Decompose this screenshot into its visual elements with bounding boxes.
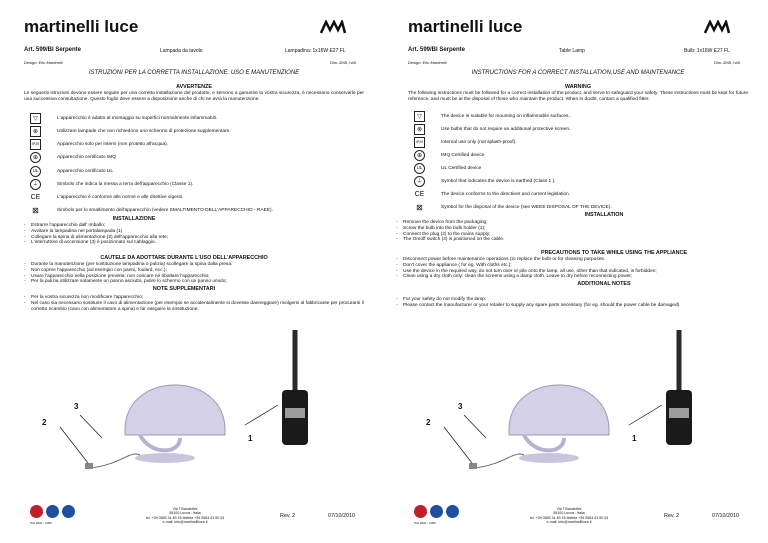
- power-cable-shape: [90, 454, 140, 468]
- list-item: - Per la vostra sicurezza non modificare l'apparecchio;: [24, 295, 364, 301]
- revision: Rev. 2: [664, 513, 680, 519]
- list-item: - Avvitare la lampadina nel portalampada (1): [24, 229, 364, 235]
- article-code: Art. 599/Bl Serpente: [408, 47, 466, 53]
- revision: Rev. 2: [280, 513, 296, 519]
- lamp-shade-shape: [509, 385, 609, 435]
- warning-text: Le seguenti istruzioni devono essere seguite per una corretta installazione del prodotto, e servono a garantire la vostra sicurezza, è necessario conservarle per una successiva consultazione. Questo foglio deve essere a disposizione anche di chi ne avrà la manutenzione.: [24, 91, 364, 102]
- legend-row: ⏚ Simbolo che indica la messa a terra dell'apparecchio (Classe 1).: [30, 179, 193, 190]
- leader-line: [60, 427, 88, 463]
- dimensions: Dim.-Ø45, h45: [330, 60, 357, 65]
- list-item: - Use the device in the required way, do not turn over or pile onto the lamp, all use, other than that indicated, is forbidden;: [396, 269, 748, 275]
- dimensions: Dim.-Ø45, h45: [714, 60, 741, 65]
- iqnet-badge-icon: [446, 505, 459, 518]
- legend-row: ⊕ IMQ Certified device: [414, 150, 484, 161]
- ip20-icon: IP20: [414, 137, 425, 148]
- legend-row: ▽ L'apparecchio è adatto al montaggio su superfici normalmente infiammabili.: [30, 113, 217, 124]
- notes-heading: ADDITIONAL NOTES: [577, 281, 631, 287]
- bulb-spec: Bulb: 1x16W E27 FL: [684, 48, 730, 54]
- callout-3: 3: [74, 402, 79, 411]
- list-item: - Nel caso sia necessario sostituire il cavo di alimentazione (per esempio se accidentalmente si dovesse danneggiare) rivolgersi al fabbricante per procurarsi il corretto ricambio (cavo con alimentatore a spina) e far eseguire la sostituzione.: [24, 301, 364, 313]
- earth-ground-icon: ⏚: [30, 179, 41, 190]
- warning-heading: WARNING: [564, 84, 592, 90]
- designer: Design: Elio Martinelli: [24, 60, 63, 65]
- callout-1: 1: [632, 434, 637, 443]
- legend-row: ⏚ Symbol that indicates the device is earthed (Class 1 ).: [414, 176, 555, 187]
- lamp-illustration: [414, 330, 744, 480]
- iqnet-badge-icon: [62, 505, 75, 518]
- revision-date: 07/10/2010: [712, 513, 739, 519]
- csq-badge-icon: [430, 505, 443, 518]
- ce-mark-icon: CE: [414, 191, 425, 198]
- legend-row: IP20 Internal use only (not splash-proof).: [414, 137, 516, 148]
- iso-note: ISO 9001 : 2000: [414, 521, 436, 525]
- lamp-base-curve: [140, 435, 180, 450]
- weee-bin-icon: ⊠: [416, 202, 423, 212]
- ip20-icon: IP20: [30, 139, 41, 150]
- iso-note: ISO 9001 : 2000: [30, 521, 52, 525]
- notes-list: [24, 295, 364, 312]
- page-title: ISTRUZIONI PER LA CORRETTA INSTALLAZIONE, USO E MANUTENZIONE: [88, 70, 300, 76]
- caution-list: [24, 262, 364, 285]
- company-address: Via T.Bandettini 55100 Lucca - Italia tel. +39 0583 41 83 15 telefax +39 0583 41 90 03 e-mail: info@martinelliluce.it: [145, 507, 225, 525]
- legend-row: ▽ The device is suitable for mounting on inflammable surfaces..: [414, 111, 571, 122]
- list-item: - The On/off switch (3) is positioned on the cable.: [396, 237, 746, 243]
- notes-heading: NOTE SUPPLEMENTARI: [152, 286, 216, 292]
- list-item: - For your safety do not modify the lamp;: [396, 297, 696, 303]
- brand-logo-text: martinelli luce: [408, 17, 523, 36]
- brand-logo-text: martinelli luce: [24, 17, 139, 36]
- weee-bin-icon: ⊠: [32, 205, 39, 215]
- cert-badge-icon: [414, 505, 427, 518]
- company-address: Via T.Bandettini 55100 Lucca - Italia tel. +39 0583 41 83 15 telefax +39 0583 41 90 03 e-mail: info@martinelliluce.it: [529, 507, 609, 525]
- legend-row: ⊗ Use bulbs that do not require an additional protective screen.: [414, 124, 570, 135]
- legend-row: CE L'apparecchio è conforme alle norme e alle direttive vigenti.: [30, 194, 184, 201]
- ce-mark-icon: CE: [30, 194, 41, 201]
- list-item: - Usare l'apparecchio nella posizione prevista: non coricare né ribaltare l'apparecchio;: [24, 274, 364, 280]
- product-name: Lampada da tavolo: [160, 48, 203, 54]
- callout-2: 2: [426, 418, 431, 427]
- plug-shape: [469, 463, 477, 469]
- leader-line: [245, 405, 278, 425]
- revision-date: 07/10/2010: [328, 513, 355, 519]
- install-list: [396, 220, 746, 243]
- leader-line: [629, 405, 662, 425]
- martinelli-logo-icon: [704, 20, 730, 34]
- ul-icon: UL: [30, 166, 41, 177]
- designer: Design: Elio Martinelli: [408, 60, 447, 65]
- martinelli-logo-icon: [320, 20, 346, 34]
- lamp-base-shape: [135, 453, 195, 463]
- install-heading: INSTALLATION: [584, 212, 624, 218]
- legend-row: ⊗ Utilizzare lampade che non richiedono uno schermo di protezione supplementare.: [30, 126, 231, 137]
- caution-list: [396, 257, 748, 280]
- caution-heading: PRECAUTIONS TO TAKE WHILE USING THE APPLIANCE: [540, 250, 688, 256]
- flammable-surface-icon: ▽: [414, 111, 425, 122]
- ul-icon: UL: [414, 163, 425, 174]
- leader-line: [464, 415, 486, 438]
- bulb-band-shape: [669, 408, 689, 418]
- english-instruction-sheet: [384, 0, 768, 543]
- notes-list: [396, 297, 696, 309]
- list-item: - Durante la manutenzione (per sostituzione lampadina o pulizia) scollegare la spina dalla presa.: [24, 262, 364, 268]
- product-name: Table Lamp: [559, 48, 585, 54]
- list-item: - Estrarre l'apparecchio dall' imballo;: [24, 223, 364, 229]
- list-item: - Screw the bulb into the bulb holder (1);: [396, 226, 746, 232]
- leader-line: [80, 415, 102, 438]
- legend-row: ⊠ Simbolo per lo smaltimento dell'apparecchio (vedere SMALTIMENTO DELL'APPARECCHIO - RAEE).: [30, 205, 273, 216]
- list-item: - Disconnect power before maintenance operations (to replace the bulb or for cleaning purposes.: [396, 257, 748, 263]
- list-item: - Non coprire l'apparecchio (ad esempio con panni, foulard, ecc.);: [24, 268, 364, 274]
- list-item: - Please contact the manufacturer or your retailer to supply any spare parts necessary (for eg. should the power cable be damaged).: [396, 303, 696, 309]
- article-code: Art. 599/Bl Serpente: [24, 47, 82, 53]
- legend-row: ⊠ Symbol for the disposal of the device (see WEEE DISPOSAL OF THE DEVICE).: [414, 202, 612, 213]
- certification-badges: [414, 505, 459, 518]
- warning-text: The following instructions must be followed for a correct installation of the product, and serve to safeguard your safety. These instructions must be kept for future reference, and must be at the disposal of those who maintain the product. When in doubt, contact a qualified fitter.: [408, 91, 748, 102]
- plug-shape: [85, 463, 93, 469]
- caution-heading: CAUTELE DA ADOTTARE DURANTE L'USO DELL'APPARECCHIO: [100, 255, 268, 261]
- legend-row: UL UL Certified device: [414, 163, 481, 174]
- callout-1: 1: [248, 434, 253, 443]
- imq-icon: ⊕: [30, 152, 41, 163]
- certification-badges: [30, 505, 75, 518]
- lamp-base-shape: [519, 453, 579, 463]
- lamp-base-curve: [524, 435, 564, 450]
- lamp-shade-shape: [125, 385, 225, 435]
- legend-row: UL Apparecchio certificato UL: [30, 166, 113, 177]
- install-list: [24, 223, 364, 246]
- power-cable-shape: [474, 454, 524, 468]
- callout-2: 2: [42, 418, 47, 427]
- legend-row: CE The device conforms to the directives and current legislation.: [414, 191, 571, 198]
- list-item: - L'interruttore di accensione (3) è posizionato sul cablaggio.: [24, 240, 364, 246]
- leader-line: [444, 427, 472, 463]
- list-item: - Per la pulizia utilizzare solamente un panno asciutto, pulire lo schermo con un panno umido;: [24, 279, 364, 285]
- list-item: - Clean using a dry cloth only; clean the screens using a damp cloth. Leave to dry before reconnecting power;: [396, 274, 748, 280]
- earth-ground-icon: ⏚: [414, 176, 425, 187]
- imq-icon: ⊕: [414, 150, 425, 161]
- cert-badge-icon: [30, 505, 43, 518]
- bulb-spec: Lampadina: 1x16W E27 FL: [285, 48, 346, 54]
- flammable-surface-icon: ▽: [30, 113, 41, 124]
- list-item: - Connect the plug (2) to the mains supply;: [396, 232, 746, 238]
- install-heading: INSTALLAZIONE: [112, 216, 156, 222]
- bulb-band-shape: [285, 408, 305, 418]
- page-title: INSTRUCTIONS FOR A CORRECT INSTALLATION,USE AND MAINTENANCE: [471, 70, 685, 76]
- warning-heading: AVVERTENZE: [176, 84, 212, 90]
- legend-row: IP20 Apparecchio solo per interni (non protetto all'acqua).: [30, 139, 168, 150]
- callout-3: 3: [458, 402, 463, 411]
- legend-row: ⊕ Apparecchio certificato IMQ: [30, 152, 116, 163]
- lamp-illustration: [30, 330, 360, 480]
- list-item: - Don't cover the appliance ( for eg. With cloths etc.);: [396, 263, 748, 269]
- protective-screen-icon: ⊗: [414, 124, 425, 135]
- list-item: - Collegare la spina di alimentazione (2) dell'apparecchio alla rete;: [24, 235, 364, 241]
- protective-screen-icon: ⊗: [30, 126, 41, 137]
- csq-badge-icon: [46, 505, 59, 518]
- list-item: - Remove the device from the packaging;: [396, 220, 746, 226]
